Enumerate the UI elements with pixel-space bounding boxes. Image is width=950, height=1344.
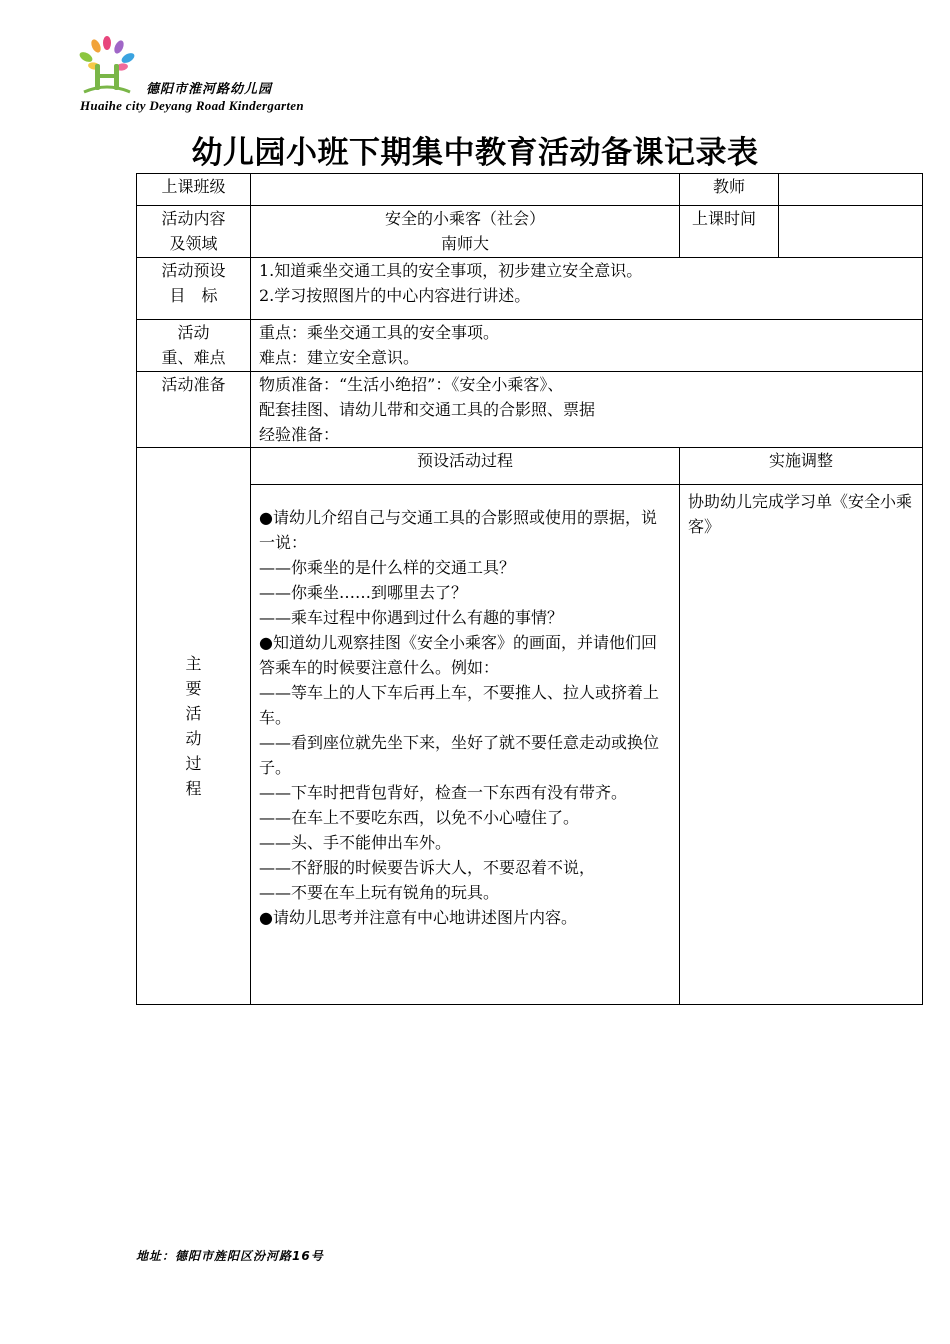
process-line: ——不要在车上玩有锐角的玩具。 [259,883,500,902]
key-points-value[interactable]: 重点：乘坐交通工具的安全事项。 难点：建立安全意识。 [251,320,923,372]
lesson-plan-table [136,173,923,1005]
process-line: ——看到座位就先坐下来，坐好了就不要任意走动或换位子。 [259,733,660,777]
main-process-label-char: 要 [185,679,202,698]
adjust-header: 实施调整 [680,448,923,485]
goal-value[interactable]: 1.知道乘坐交通工具的安全事项，初步建立安全意识。 2.学习按照图片的中心内容进行讲述。 [251,258,923,320]
main-process-label [137,448,251,1005]
process-line: ——不舒服的时候要告诉大人，不要忍着不说， [259,858,596,877]
school-name-en: Huaihe city Deyang Road Kindergarten [80,98,304,113]
preparation-value[interactable]: 物质准备：“生活小绝招”：《安全小乘客》、 配套挂图、请幼儿带和交通工具的合影照、票据 经验准备： [251,372,923,448]
content-label: 活动内容 及领域 [137,206,251,258]
footer-address: 地址：德阳市旌阳区汾河路16号 [136,1249,324,1263]
class-label: 上课班级 [137,174,251,206]
time-value[interactable] [779,206,923,258]
main-process-label-char: 程 [185,779,202,798]
school-name-cn: 德阳市淮河路幼儿园 [146,82,273,97]
process-header: 预设活动过程 [251,448,680,485]
process-line: ——在车上不要吃东西，以免不小心噎住了。 [259,808,580,827]
teacher-label: 教师 [680,174,779,206]
process-content[interactable] [251,485,680,1005]
colorful-tree-logo-icon [72,36,142,96]
process-line: ——你乘坐的是什么样的交通工具？ [259,558,516,577]
adjust-value[interactable]: 协助幼儿完成学习单《安全小乘客》 [680,485,923,1005]
process-line: ——头、手不能伸出车外。 [259,833,452,852]
time-label: 上课时间 [680,206,779,258]
goal-label: 活动预设 目 标 [137,258,251,320]
class-value[interactable] [251,174,680,206]
process-line: ●知道幼儿观察挂图《安全小乘客》的画面，并请他们回答乘车的时候要注意什么。例如： [259,633,657,677]
process-line: ●请幼儿介绍自己与交通工具的合影照或使用的票据，说一说： [259,508,657,552]
process-line: ●请幼儿思考并注意有中心地讲述图片内容。 [259,908,577,927]
main-process-label-char: 活 [185,704,202,723]
preparation-label: 活动准备 [137,372,251,448]
key-points-label: 活动 重、难点 [137,320,251,372]
page-title: 幼儿园小班下期集中教育活动备课记录表 [191,135,759,171]
process-line: ——乘车过程中你遇到过什么有趣的事情？ [259,608,564,627]
process-line: ——下车时把背包背好，检查一下东西有没有带齐。 [259,783,628,802]
teacher-value[interactable] [779,174,923,206]
content-value[interactable]: 安全的小乘客（社会） 南师大 [251,206,680,258]
main-process-label-char: 主 [185,654,202,673]
process-line: ——你乘坐……到哪里去了？ [259,583,468,602]
process-line: ——等车上的人下车后再上车，不要推人、拉人或挤着上车。 [259,683,660,727]
main-process-label-char: 动 [185,729,202,748]
main-process-label-char: 过 [185,754,202,773]
